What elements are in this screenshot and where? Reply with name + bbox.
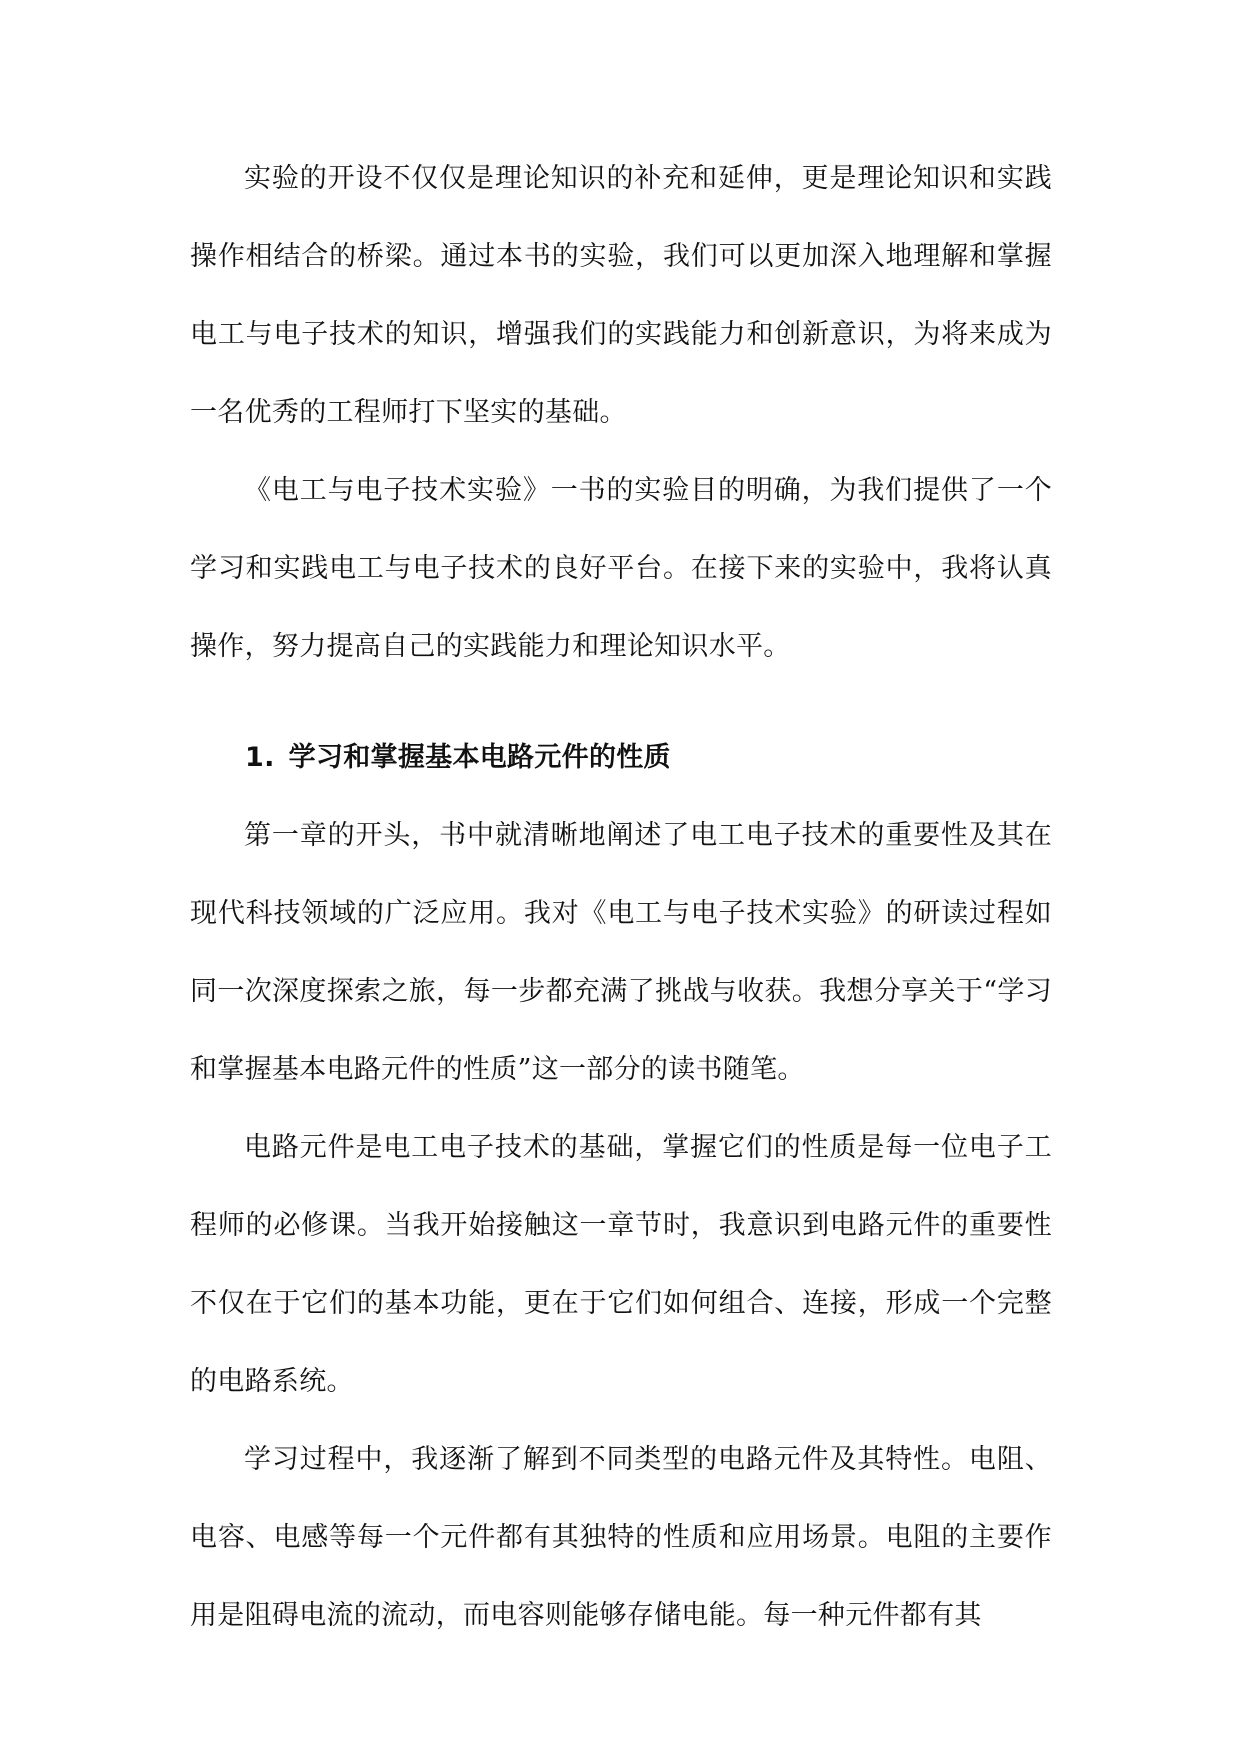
paragraph-5: 学习过程中，我逐渐了解到不同类型的电路元件及其特性。电阻、电容、电感等每一个元件都有其独特的性质和应用场景。电阻的主要作用是阻碍电流的流动，而电容则能够存储电能。每一种元件都有其 xyxy=(190,1444,1052,1631)
paragraph-1: 实验的开设不仅仅是理论知识的补充和延伸，更是理论知识和实践操作相结合的桥梁。通过本书的实验，我们可以更加深入地理解和掌握电工与电子技术的知识，增强我们的实践能力和创新意识，为将来成为一名优秀的工程师打下坚实的基础。 xyxy=(190,163,1052,428)
section-number: 1. xyxy=(245,742,275,773)
paragraph-4: 电路元件是电工电子技术的基础，掌握它们的性质是每一位电子工程师的必修课。当我开始接触这一章节时，我意识到电路元件的重要性不仅在于它们的基本功能，更在于它们如何组合、连接，形成一个完整的电路系统。 xyxy=(190,1132,1052,1397)
paragraph-2: 《电工与电子技术实验》一书的实验目的明确，为我们提供了一个学习和实践电工与电子技术的良好平台。在接下来的实验中，我将认真操作，努力提高自己的实践能力和理论知识水平。 xyxy=(190,475,1052,662)
paragraph-3: 第一章的开头，书中就清晰地阐述了电工电子技术的重要性及其在现代科技领域的广泛应用。我对《电工与电子技术实验》的研读过程如同一次深度探索之旅，每一步都充满了挑战与收获。我想分享关于“学习和掌握基本电路元件的性质”这一部分的读书随笔。 xyxy=(190,820,1052,1085)
section-title: 学习和掌握基本电路元件的性质 xyxy=(288,742,671,773)
section-heading xyxy=(190,719,1052,797)
document-body xyxy=(190,140,1052,1655)
